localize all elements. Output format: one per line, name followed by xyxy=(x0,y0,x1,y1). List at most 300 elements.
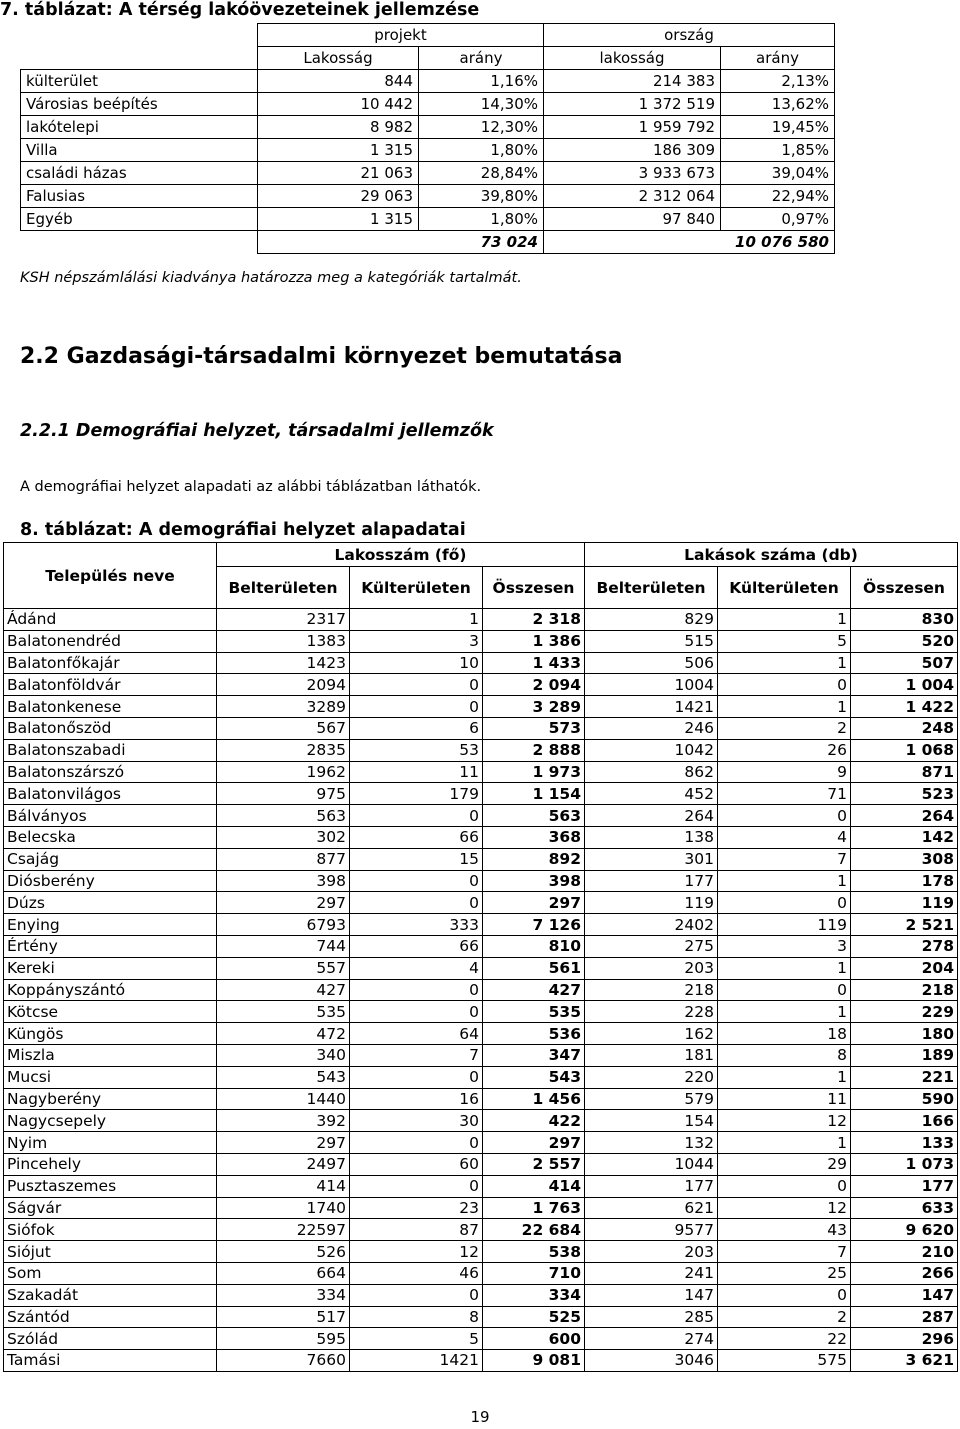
table7-col-header-row xyxy=(21,47,835,70)
settlement-name: Pincehely xyxy=(4,1153,217,1175)
table8-cell: 53 xyxy=(350,739,483,761)
table8-cell: 595 xyxy=(217,1328,350,1350)
table8-cell: 3 xyxy=(350,630,483,652)
table8-cell: 220 xyxy=(585,1066,718,1088)
table8-row-header: Település neve xyxy=(4,543,217,609)
total-cell: 266 xyxy=(851,1262,958,1284)
table8-cell: 0 xyxy=(350,1132,483,1154)
settlement-name: Balatonőszöd xyxy=(4,717,217,739)
total-cell: 892 xyxy=(483,848,585,870)
table7-row xyxy=(21,116,835,139)
settlement-name: Miszla xyxy=(4,1044,217,1066)
table8-cell: 2094 xyxy=(217,674,350,696)
total-cell: 1 073 xyxy=(851,1153,958,1175)
total-cell: 2 318 xyxy=(483,609,585,631)
table8-cell: 3289 xyxy=(217,696,350,718)
table8-cell: 132 xyxy=(585,1132,718,1154)
section-heading: 2.2 Gazdasági-társadalmi környezet bemutatása xyxy=(20,344,623,369)
table7-group-header-row xyxy=(21,24,835,47)
total-cell: 398 xyxy=(483,870,585,892)
settlement-name: Nyim xyxy=(4,1132,217,1154)
table7-cell: 8 982 xyxy=(258,116,419,139)
table7-row-label: Villa xyxy=(21,139,258,162)
total-cell: 1 433 xyxy=(483,652,585,674)
table8-cell: 0 xyxy=(718,1175,851,1197)
settlement-name: Ságvár xyxy=(4,1197,217,1219)
settlement-name: Balatonfőkajár xyxy=(4,652,217,674)
total-cell: 525 xyxy=(483,1306,585,1328)
table8-cell: 0 xyxy=(350,805,483,827)
table8-row xyxy=(4,1262,958,1284)
settlement-name: Kötcse xyxy=(4,1001,217,1023)
total-cell: 1 386 xyxy=(483,630,585,652)
table7-cell: 22,94% xyxy=(721,185,835,208)
table8-cell: 563 xyxy=(217,805,350,827)
table8-cell: 2 xyxy=(718,717,851,739)
table7-col-header: arány xyxy=(721,47,835,70)
total-cell: 2 521 xyxy=(851,914,958,936)
total-cell: 133 xyxy=(851,1132,958,1154)
table7-cell: 1 372 519 xyxy=(544,93,721,116)
table7-cell: 1 315 xyxy=(258,208,419,231)
settlement-name: Szántód xyxy=(4,1306,217,1328)
settlement-name: Balatonszabadi xyxy=(4,739,217,761)
table8-cell: 1421 xyxy=(585,696,718,718)
total-cell: 590 xyxy=(851,1088,958,1110)
table7-cell: 13,62% xyxy=(721,93,835,116)
table7-col-header: arány xyxy=(419,47,544,70)
table8-row xyxy=(4,1066,958,1088)
total-cell: 264 xyxy=(851,805,958,827)
table8-cell: 1 xyxy=(718,609,851,631)
table8-cell: 744 xyxy=(217,935,350,957)
table8-row xyxy=(4,826,958,848)
table8-title: 8. táblázat: A demográfiai helyzet alapadatai xyxy=(20,520,466,540)
table8-cell: 66 xyxy=(350,935,483,957)
table8-cell: 829 xyxy=(585,609,718,631)
table8-cell: 543 xyxy=(217,1066,350,1088)
table8-row xyxy=(4,914,958,936)
total-cell: 1 456 xyxy=(483,1088,585,1110)
table8-cell: 5 xyxy=(350,1328,483,1350)
table8-cell: 3046 xyxy=(585,1350,718,1372)
settlement-name: Nagyberény xyxy=(4,1088,217,1110)
settlement-name: Tamási xyxy=(4,1350,217,1372)
total-cell: 147 xyxy=(851,1284,958,1306)
table8-cell: 177 xyxy=(585,870,718,892)
table8-group-lakosszam: Lakosszám (fő) xyxy=(217,543,585,567)
table8-row xyxy=(4,935,958,957)
table8-cell: 1 xyxy=(350,609,483,631)
table8-cell: 181 xyxy=(585,1044,718,1066)
table7-cell: 12,30% xyxy=(419,116,544,139)
table8-cell: 10 xyxy=(350,652,483,674)
table8-cell: 333 xyxy=(350,914,483,936)
table8-cell: 64 xyxy=(350,1023,483,1045)
table8-cell: 228 xyxy=(585,1001,718,1023)
table8-cell: 398 xyxy=(217,870,350,892)
table7-total-projekt: 73 024 xyxy=(258,231,544,254)
page-number: 19 xyxy=(470,1408,490,1426)
table8-cell: 138 xyxy=(585,826,718,848)
table8-row xyxy=(4,1350,958,1372)
total-cell: 347 xyxy=(483,1044,585,1066)
table8-cell: 301 xyxy=(585,848,718,870)
total-cell: 2 557 xyxy=(483,1153,585,1175)
table7-group-projekt: projekt xyxy=(258,24,544,47)
table8-cell: 71 xyxy=(718,783,851,805)
table8-cell: 1 xyxy=(718,652,851,674)
table8-cell: 1740 xyxy=(217,1197,350,1219)
table8-cell: 579 xyxy=(585,1088,718,1110)
table8-cell: 12 xyxy=(718,1110,851,1132)
total-cell: 2 888 xyxy=(483,739,585,761)
table8-cell: 7 xyxy=(718,848,851,870)
total-cell: 710 xyxy=(483,1262,585,1284)
table8-cell: 1421 xyxy=(350,1350,483,1372)
table8-row xyxy=(4,957,958,979)
total-cell: 218 xyxy=(851,979,958,1001)
settlement-name: Szakadát xyxy=(4,1284,217,1306)
table8-cell: 66 xyxy=(350,826,483,848)
table8-cell: 2402 xyxy=(585,914,718,936)
table7-cell: 1 315 xyxy=(258,139,419,162)
settlement-name: Dúzs xyxy=(4,892,217,914)
table8-cell: 87 xyxy=(350,1219,483,1241)
table7-cell: 1,16% xyxy=(419,70,544,93)
total-cell: 229 xyxy=(851,1001,958,1023)
total-cell: 1 973 xyxy=(483,761,585,783)
table8-row xyxy=(4,1110,958,1132)
settlement-name: Balatonendréd xyxy=(4,630,217,652)
total-cell: 7 126 xyxy=(483,914,585,936)
table8-cell: 18 xyxy=(718,1023,851,1045)
settlement-name: Siójut xyxy=(4,1241,217,1263)
table8-cell: 25 xyxy=(718,1262,851,1284)
total-cell: 3 289 xyxy=(483,696,585,718)
total-cell: 9 081 xyxy=(483,1350,585,1372)
total-cell: 1 763 xyxy=(483,1197,585,1219)
total-cell: 9 620 xyxy=(851,1219,958,1241)
table8-cell: 9577 xyxy=(585,1219,718,1241)
table8-col-header: Külterületen xyxy=(350,567,483,609)
table7-cell: 1 959 792 xyxy=(544,116,721,139)
table8-row xyxy=(4,1219,958,1241)
table8-cell: 60 xyxy=(350,1153,483,1175)
table7-cell: 844 xyxy=(258,70,419,93)
total-cell: 368 xyxy=(483,826,585,848)
table8-cell: 12 xyxy=(350,1241,483,1263)
table7-row-label: Falusias xyxy=(21,185,258,208)
table8-cell: 0 xyxy=(718,1284,851,1306)
total-cell: 1 004 xyxy=(851,674,958,696)
total-cell: 871 xyxy=(851,761,958,783)
total-cell: 248 xyxy=(851,717,958,739)
total-cell: 177 xyxy=(851,1175,958,1197)
table8-cell: 4 xyxy=(350,957,483,979)
table8-cell: 29 xyxy=(718,1153,851,1175)
table8-cell: 2 xyxy=(718,1306,851,1328)
table7-cell: 10 442 xyxy=(258,93,419,116)
table8-cell: 1383 xyxy=(217,630,350,652)
table7-row-label: külterület xyxy=(21,70,258,93)
table8-cell: 506 xyxy=(585,652,718,674)
settlement-name: Ádánd xyxy=(4,609,217,631)
table8-cell: 203 xyxy=(585,1241,718,1263)
total-cell: 308 xyxy=(851,848,958,870)
table8-cell: 11 xyxy=(718,1088,851,1110)
table8-cell: 975 xyxy=(217,783,350,805)
table8-cell: 162 xyxy=(585,1023,718,1045)
table8-cell: 119 xyxy=(718,914,851,936)
total-cell: 1 068 xyxy=(851,739,958,761)
table8-cell: 0 xyxy=(718,674,851,696)
table7-group-orszag: ország xyxy=(544,24,835,47)
table8-cell: 26 xyxy=(718,739,851,761)
table7-cell: 186 309 xyxy=(544,139,721,162)
table8-cell: 218 xyxy=(585,979,718,1001)
table7-cell: 39,80% xyxy=(419,185,544,208)
table8-cell: 664 xyxy=(217,1262,350,1284)
table8-row xyxy=(4,1306,958,1328)
table8-row xyxy=(4,783,958,805)
table8 xyxy=(3,542,958,1372)
table8-cell: 557 xyxy=(217,957,350,979)
total-cell: 633 xyxy=(851,1197,958,1219)
settlement-name: Kereki xyxy=(4,957,217,979)
table8-cell: 302 xyxy=(217,826,350,848)
table7-cell: 97 840 xyxy=(544,208,721,231)
table8-col-header: Külterületen xyxy=(718,567,851,609)
table7-total-row xyxy=(21,231,835,254)
table8-cell: 0 xyxy=(718,979,851,1001)
total-cell: 600 xyxy=(483,1328,585,1350)
table8-cell: 285 xyxy=(585,1306,718,1328)
table8-cell: 203 xyxy=(585,957,718,979)
table8-cell: 1 xyxy=(718,1066,851,1088)
table7-cell: 1,80% xyxy=(419,208,544,231)
subsection-heading: 2.2.1 Demográfiai helyzet, társadalmi jellemzők xyxy=(20,421,494,441)
table8-cell: 11 xyxy=(350,761,483,783)
table8-row xyxy=(4,892,958,914)
table7-cell: 39,04% xyxy=(721,162,835,185)
table8-cell: 2497 xyxy=(217,1153,350,1175)
table8-cell: 2317 xyxy=(217,609,350,631)
settlement-name: Belecska xyxy=(4,826,217,848)
table8-row xyxy=(4,609,958,631)
table8-cell: 7660 xyxy=(217,1350,350,1372)
table8-cell: 154 xyxy=(585,1110,718,1132)
total-cell: 189 xyxy=(851,1044,958,1066)
table8-cell: 297 xyxy=(217,892,350,914)
table8-col-header: Belterületen xyxy=(585,567,718,609)
total-cell: 538 xyxy=(483,1241,585,1263)
table8-cell: 1 xyxy=(718,1132,851,1154)
table7-row-label: Városias beépítés xyxy=(21,93,258,116)
settlement-name: Nagycsepely xyxy=(4,1110,217,1132)
table8-cell: 6 xyxy=(350,717,483,739)
table8-cell: 0 xyxy=(350,1001,483,1023)
total-cell: 414 xyxy=(483,1175,585,1197)
total-cell: 334 xyxy=(483,1284,585,1306)
table7-cell: 1,85% xyxy=(721,139,835,162)
table8-cell: 46 xyxy=(350,1262,483,1284)
table8-cell: 23 xyxy=(350,1197,483,1219)
table8-cell: 1 xyxy=(718,696,851,718)
total-cell: 523 xyxy=(851,783,958,805)
table8-row xyxy=(4,1088,958,1110)
table8-cell: 246 xyxy=(585,717,718,739)
table7-cell: 29 063 xyxy=(258,185,419,208)
table8-cell: 452 xyxy=(585,783,718,805)
settlement-name: Koppányszántó xyxy=(4,979,217,1001)
table7-row xyxy=(21,185,835,208)
table7-cell: 214 383 xyxy=(544,70,721,93)
table8-cell: 1044 xyxy=(585,1153,718,1175)
table8-cell: 241 xyxy=(585,1262,718,1284)
table8-row xyxy=(4,652,958,674)
table8-cell: 517 xyxy=(217,1306,350,1328)
table8-cell: 0 xyxy=(350,696,483,718)
total-cell: 1 422 xyxy=(851,696,958,718)
table7-total-orszag: 10 076 580 xyxy=(544,231,835,254)
table8-row xyxy=(4,1175,958,1197)
table8-row xyxy=(4,1241,958,1263)
total-cell: 543 xyxy=(483,1066,585,1088)
table7-cell: 2 312 064 xyxy=(544,185,721,208)
table7-row xyxy=(21,208,835,231)
settlement-name: Értény xyxy=(4,935,217,957)
table8-cell: 30 xyxy=(350,1110,483,1132)
table8-cell: 275 xyxy=(585,935,718,957)
settlement-name: Pusztaszemes xyxy=(4,1175,217,1197)
total-cell: 119 xyxy=(851,892,958,914)
table8-cell: 0 xyxy=(350,1175,483,1197)
total-cell: 178 xyxy=(851,870,958,892)
table8-cell: 264 xyxy=(585,805,718,827)
total-cell: 297 xyxy=(483,892,585,914)
intro-paragraph: A demográfiai helyzet alapadati az alábbi táblázatban láthatók. xyxy=(20,479,482,495)
table8-cell: 334 xyxy=(217,1284,350,1306)
table7-cell: 1,80% xyxy=(419,139,544,162)
table8-row xyxy=(4,979,958,1001)
table8-cell: 7 xyxy=(718,1241,851,1263)
table7-row-label: lakótelepi xyxy=(21,116,258,139)
settlement-name: Siófok xyxy=(4,1219,217,1241)
table8-cell: 6793 xyxy=(217,914,350,936)
table8-cell: 5 xyxy=(718,630,851,652)
table8-row xyxy=(4,870,958,892)
table7-col-header: Lakosság xyxy=(258,47,419,70)
table8-row xyxy=(4,1001,958,1023)
table8-col-header: Összesen xyxy=(851,567,958,609)
total-cell: 204 xyxy=(851,957,958,979)
table7-row xyxy=(21,162,835,185)
table8-row xyxy=(4,805,958,827)
table7-row xyxy=(21,139,835,162)
table8-group-header-row xyxy=(4,543,958,567)
table8-row xyxy=(4,630,958,652)
table8-row xyxy=(4,739,958,761)
table8-cell: 43 xyxy=(718,1219,851,1241)
settlement-name: Küngös xyxy=(4,1023,217,1045)
table7-title: 7. táblázat: A térség lakóövezeteinek jellemzése xyxy=(0,0,480,20)
table7-row-label: Egyéb xyxy=(21,208,258,231)
table8-row xyxy=(4,1023,958,1045)
total-cell: 561 xyxy=(483,957,585,979)
table8-cell: 0 xyxy=(718,892,851,914)
table8-cell: 1440 xyxy=(217,1088,350,1110)
table8-row xyxy=(4,1132,958,1154)
table8-cell: 9 xyxy=(718,761,851,783)
total-cell: 422 xyxy=(483,1110,585,1132)
table7-row xyxy=(21,70,835,93)
table8-cell: 0 xyxy=(718,805,851,827)
table8-cell: 0 xyxy=(350,870,483,892)
settlement-name: Mucsi xyxy=(4,1066,217,1088)
table7 xyxy=(20,23,835,254)
table8-cell: 177 xyxy=(585,1175,718,1197)
table8-cell: 1962 xyxy=(217,761,350,783)
settlement-name: Csajág xyxy=(4,848,217,870)
table8-cell: 22 xyxy=(718,1328,851,1350)
table7-cell: 2,13% xyxy=(721,70,835,93)
table8-cell: 2835 xyxy=(217,739,350,761)
table8-cell: 1042 xyxy=(585,739,718,761)
table8-cell: 526 xyxy=(217,1241,350,1263)
table8-row xyxy=(4,1197,958,1219)
settlement-name: Diósberény xyxy=(4,870,217,892)
table8-cell: 1423 xyxy=(217,652,350,674)
total-cell: 297 xyxy=(483,1132,585,1154)
table8-cell: 0 xyxy=(350,1284,483,1306)
total-cell: 535 xyxy=(483,1001,585,1023)
total-cell: 180 xyxy=(851,1023,958,1045)
table7-cell: 0,97% xyxy=(721,208,835,231)
table8-cell: 7 xyxy=(350,1044,483,1066)
table8-cell: 877 xyxy=(217,848,350,870)
table8-cell: 1 xyxy=(718,957,851,979)
table8-cell: 3 xyxy=(718,935,851,957)
table8-cell: 12 xyxy=(718,1197,851,1219)
table7-cell: 19,45% xyxy=(721,116,835,139)
total-cell: 507 xyxy=(851,652,958,674)
table8-row xyxy=(4,761,958,783)
table8-cell: 22597 xyxy=(217,1219,350,1241)
table8-cell: 472 xyxy=(217,1023,350,1045)
table8-cell: 119 xyxy=(585,892,718,914)
table7-cell: 21 063 xyxy=(258,162,419,185)
table7-col-header: lakosság xyxy=(544,47,721,70)
table8-cell: 8 xyxy=(718,1044,851,1066)
table8-cell: 147 xyxy=(585,1284,718,1306)
table8-cell: 179 xyxy=(350,783,483,805)
table7-note: KSH népszámlálási kiadványa határozza meg a kategóriák tartalmát. xyxy=(20,270,522,286)
settlement-name: Balatonszárszó xyxy=(4,761,217,783)
settlement-name: Enying xyxy=(4,914,217,936)
table8-cell: 414 xyxy=(217,1175,350,1197)
table8-col-header: Összesen xyxy=(483,567,585,609)
table8-cell: 1004 xyxy=(585,674,718,696)
table8-cell: 0 xyxy=(350,892,483,914)
table8-cell: 15 xyxy=(350,848,483,870)
total-cell: 210 xyxy=(851,1241,958,1263)
table8-cell: 340 xyxy=(217,1044,350,1066)
settlement-name: Bálványos xyxy=(4,805,217,827)
total-cell: 573 xyxy=(483,717,585,739)
total-cell: 296 xyxy=(851,1328,958,1350)
table8-cell: 8 xyxy=(350,1306,483,1328)
